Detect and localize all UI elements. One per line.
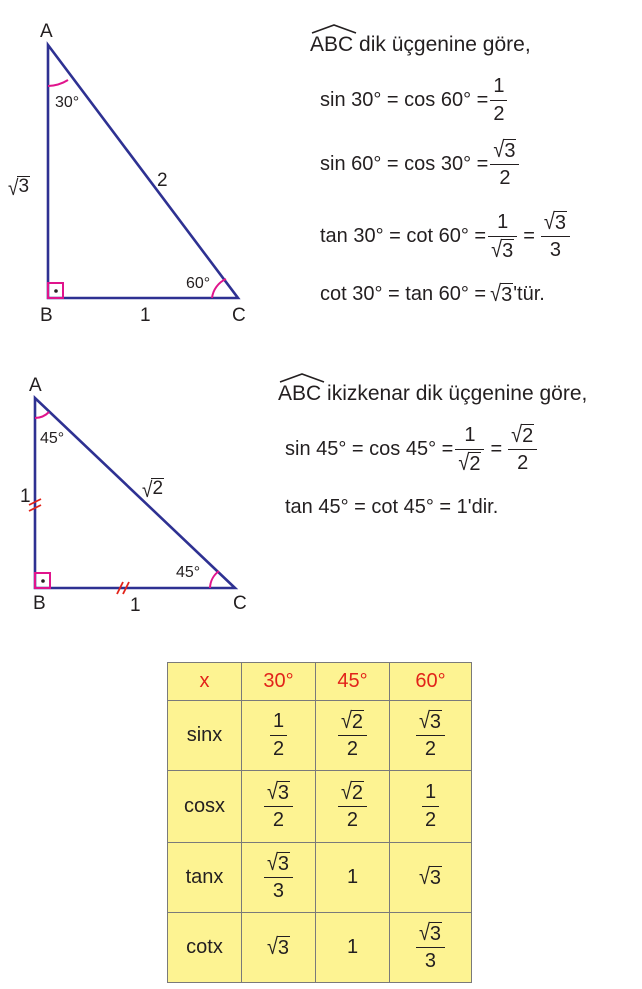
- angle-arc-a2: [35, 412, 49, 418]
- value-cell: 1: [316, 843, 390, 913]
- row-label: tanx: [168, 843, 242, 913]
- eq-cot30: cot 30° = tan 60° = √ 3 'tür.: [320, 281, 545, 307]
- heading-1: ABC dik üçgenine göre,: [310, 33, 531, 57]
- side-ac2-label: √ 2: [142, 478, 164, 503]
- right-angle-dot-b2: [41, 579, 45, 583]
- value-cell: √ 3: [390, 843, 472, 913]
- table-row: [168, 701, 472, 771]
- value-cell: 1: [316, 913, 390, 983]
- trig-values-table: [167, 662, 472, 983]
- header-cell: 45°: [316, 663, 390, 701]
- value-cell: √ 3: [242, 913, 316, 983]
- table-row: [168, 913, 472, 983]
- side-ab2-label: 1: [20, 486, 31, 507]
- side-bc1-label: 1: [140, 305, 151, 326]
- vertex-c2-label: C: [233, 593, 247, 614]
- angle-arc-c2: [210, 571, 219, 588]
- value-cell: √ 3 3: [242, 843, 316, 913]
- angle-a1-label: 30°: [55, 94, 80, 111]
- value-cell: √ 3 2: [242, 771, 316, 843]
- vertex-c1-label: C: [232, 305, 246, 326]
- vertex-b1-label: B: [40, 305, 53, 326]
- header-cell: 30°: [242, 663, 316, 701]
- side-ac1-label: 2: [157, 170, 168, 191]
- angle-arc-c1: [212, 279, 226, 298]
- row-label: cotx: [168, 913, 242, 983]
- vertex-a2-label: A: [29, 375, 42, 396]
- header-cell: x: [168, 663, 242, 701]
- table-row: [168, 771, 472, 843]
- eq-sin45: sin 45° = cos 45° = 1 √ 2 = √ 2 2: [285, 424, 539, 475]
- row-label: sinx: [168, 701, 242, 771]
- side-ab1-label: √ 3: [8, 176, 30, 201]
- table-row: [168, 843, 472, 913]
- triangle-2-shape: [35, 398, 235, 588]
- table-header-row: [168, 663, 472, 701]
- row-label: cosx: [168, 771, 242, 843]
- eq-tan30: tan 30° = cot 60° = 1 √ 3 = √ 3 3: [320, 211, 572, 262]
- eq-sin60: sin 60° = cos 30° = √ 3 2: [320, 139, 521, 190]
- abc-hat-label: ABC: [310, 33, 353, 57]
- eq-tan45: tan 45° = cot 45° = 1'dir.: [285, 496, 499, 518]
- value-cell: √ 2 2: [316, 771, 390, 843]
- header-cell: 60°: [390, 663, 472, 701]
- heading-2: ABC ikizkenar dik üçgenine göre,: [278, 382, 587, 406]
- angle-c2-label: 45°: [176, 564, 201, 581]
- angle-a2-label: 45°: [40, 430, 65, 447]
- angle-c1-label: 60°: [186, 275, 211, 292]
- angle-arc-a1: [48, 80, 68, 86]
- eq-sin30: sin 30° = cos 60° = $\frac{1}{2}$: [320, 75, 509, 126]
- vertex-b2-label: B: [33, 593, 46, 614]
- value-cell: √ 2 2: [316, 701, 390, 771]
- vertex-a1-label: A: [40, 21, 53, 42]
- right-angle-dot-b1: [54, 289, 58, 293]
- triangle-1-shape: [48, 45, 238, 298]
- abc-hat-label-2: ABC: [278, 382, 321, 406]
- value-cell: √ 3 2: [390, 701, 472, 771]
- value-cell: √ 3 3: [390, 913, 472, 983]
- value-cell: $\frac{1}{2}$: [242, 701, 316, 771]
- value-cell: $\frac{1}{2}$: [390, 771, 472, 843]
- side-bc2-label: 1: [130, 595, 141, 616]
